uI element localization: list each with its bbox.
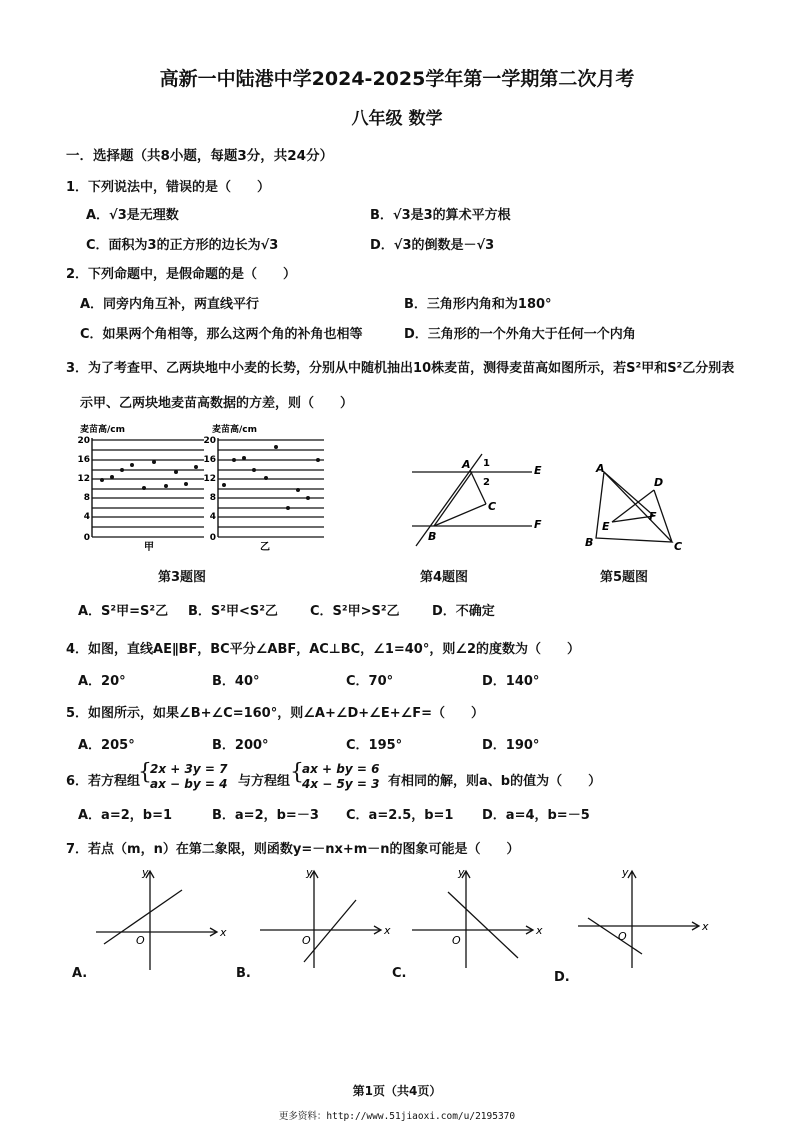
q6-option-a: A．a=2，b=1 (78, 808, 173, 823)
source-link[interactable]: 更多资料：http://www.51jiaoxi.com/u/2195370 (278, 1111, 516, 1122)
fig3-left-ytick: 12 (77, 474, 90, 484)
q7-option-d: D. (554, 970, 570, 985)
fig3-left-ylabel: 麦苗高/cm (80, 425, 126, 435)
q2-option-c: C．如果两个角相等，那么这两个角的补角也相等 (80, 327, 363, 342)
fig5-label-c: C (674, 540, 683, 553)
q2-stem: 2．下列命题中，是假命题的是（ ） (66, 267, 297, 282)
q5-option-c: C．195° (346, 738, 403, 753)
q5-stem: 5．如图所示，如果∠B+∠C=160°，则∠A+∠D+∠E+∠F=（ ） (66, 706, 485, 721)
q3-option-a: A．S²甲=S²乙 (78, 604, 169, 619)
fig3-label-yi: 乙 (260, 542, 270, 553)
q6-prefix: 6．若方程组 (66, 774, 141, 789)
fig4-label-f: F (534, 518, 542, 531)
q7-option-a: A. (72, 966, 88, 981)
fig4-label-c: C (488, 500, 497, 513)
q1-stem: 1．下列说法中，错误的是（ ） (66, 180, 271, 195)
q1-option-b: B．√3是3的算术平方根 (370, 208, 511, 223)
fig3-right-plot (203, 423, 324, 553)
q7-stem: 7．若点（m，n）在第二象限，则函数y=－nx+m－n的图象可能是（ ） (66, 842, 520, 857)
q6-system2-line1: ax + by = 6 (302, 762, 380, 776)
fig3-left-plot (77, 423, 204, 553)
q4-option-d: D．140° (482, 674, 540, 689)
fig5-label-a: A (596, 462, 605, 475)
fig3-left-ytick: 20 (77, 436, 90, 446)
fig4-caption: 第4题图 (420, 570, 469, 585)
fig3-label-jia: 甲 (144, 542, 154, 553)
q5-option-a: A．205° (78, 738, 135, 753)
q6-middle: 与方程组 (238, 774, 291, 789)
q7c-origin: O (452, 934, 461, 947)
q7c-axis-y: y (458, 866, 465, 879)
q1-option-d: D．√3的倒数是－√3 (370, 238, 495, 253)
fig4-label-e: E (534, 464, 542, 477)
q4-option-b: B．40° (212, 674, 260, 689)
q4-option-c: C．70° (346, 674, 394, 689)
q7-option-b: B. (236, 966, 251, 981)
fig4-label-1: 1 (483, 458, 490, 469)
q3-stem-line1: 3．为了考查甲、乙两块地中小麦的长势，分别从中随机抽出10株麦苗，测得麦苗高如图所示，若S²甲和S²乙分别表 (66, 361, 735, 376)
q6-option-d: D．a=4，b=－5 (482, 808, 590, 823)
q1-option-a: A．√3是无理数 (86, 208, 179, 223)
q1-option-c: C．面积为3的正方形的边长为√3 (86, 238, 279, 253)
fig5-label-e: E (602, 520, 610, 533)
q7-option-c: C. (392, 966, 407, 981)
q7-graph-b (256, 862, 396, 972)
fig4-label-2: 2 (483, 477, 490, 488)
q6-brace-2: { (290, 760, 304, 785)
q7c-axis-x: x (536, 924, 543, 937)
q5-option-b: B．200° (212, 738, 269, 753)
fig3-right-ytick: 12 (203, 474, 216, 484)
q6-suffix: 有相同的解，则a、b的值为（ ） (388, 774, 602, 789)
fig3-right-ytick: 8 (209, 493, 216, 503)
q7d-axis-x: x (702, 920, 709, 933)
q6-system1-line2: ax − by = 4 (150, 777, 228, 791)
q7b-axis-y: y (306, 866, 313, 879)
q4-option-a: A．20° (78, 674, 126, 689)
fig5-label-f: F (649, 510, 657, 523)
q2-option-d: D．三角形的一个外角大于任何一个内角 (404, 327, 636, 342)
q3-option-c: C．S²甲>S²乙 (310, 604, 400, 619)
fig5-caption: 第5题图 (600, 570, 649, 585)
fig3-right-ytick: 4 (209, 512, 216, 522)
q6-brace-1: { (138, 760, 152, 785)
q5-option-d: D．190° (482, 738, 540, 753)
q3-option-d: D．不确定 (432, 604, 495, 619)
q7a-origin: O (136, 934, 145, 947)
q6-option-c: C．a=2.5，b=1 (346, 808, 454, 823)
exam-title: 高新一中陆港中学2024-2025学年第一学期第二次月考 (159, 68, 635, 90)
figure-4-parallel-lines (404, 448, 554, 548)
page-number: 第1页（共4页） (352, 1084, 442, 1098)
figure-5-triangles (582, 460, 692, 555)
q2-option-a: A．同旁内角互补，两直线平行 (80, 297, 260, 312)
fig3-right-ytick: 20 (203, 436, 216, 446)
fig3-right-ylabel: 麦苗高/cm (212, 425, 258, 435)
q7-graph-a (92, 862, 232, 972)
q7a-axis-x: x (220, 926, 227, 939)
q7a-axis-y: y (142, 866, 149, 879)
q7b-origin: O (302, 934, 311, 947)
q7-graph-d (574, 862, 714, 972)
q6-system2-line2: 4x − 5y = 3 (302, 777, 380, 791)
q7-graph-c (408, 862, 548, 972)
q6-system1-line1: 2x + 3y = 7 (150, 762, 228, 776)
fig3-left-ytick: 0 (83, 533, 90, 543)
fig3-caption: 第3题图 (158, 570, 207, 585)
q7d-axis-y: y (622, 866, 629, 879)
q3-stem-line2: 示甲、乙两块地麦苗高数据的方差，则（ ） (80, 396, 354, 411)
q6-option-b: B．a=2，b=－3 (212, 808, 319, 823)
fig4-label-b: B (428, 530, 437, 543)
q3-option-b: B．S²甲<S²乙 (188, 604, 278, 619)
q4-stem: 4．如图，直线AE∥BF，BC平分∠ABF，AC⊥BC，∠1=40°，则∠2的度数为（ ） (66, 642, 581, 657)
fig3-left-ytick: 4 (83, 512, 90, 522)
fig3-left-ytick: 8 (83, 493, 90, 503)
fig3-right-ytick: 16 (203, 455, 216, 465)
fig3-right-ytick: 0 (209, 533, 216, 543)
exam-subtitle: 八年级 数学 (351, 109, 443, 129)
q7b-axis-x: x (384, 924, 391, 937)
fig4-label-a: A (462, 458, 471, 471)
q2-option-b: B．三角形内角和为180° (404, 297, 552, 312)
fig5-label-d: D (654, 476, 664, 489)
fig5-label-b: B (585, 536, 594, 549)
figure-3-dot-plots (72, 420, 332, 555)
fig3-left-ytick: 16 (77, 455, 90, 465)
section-heading: 一．选择题（共8小题，每题3分，共24分） (66, 148, 334, 164)
q7d-origin: O (618, 930, 627, 943)
